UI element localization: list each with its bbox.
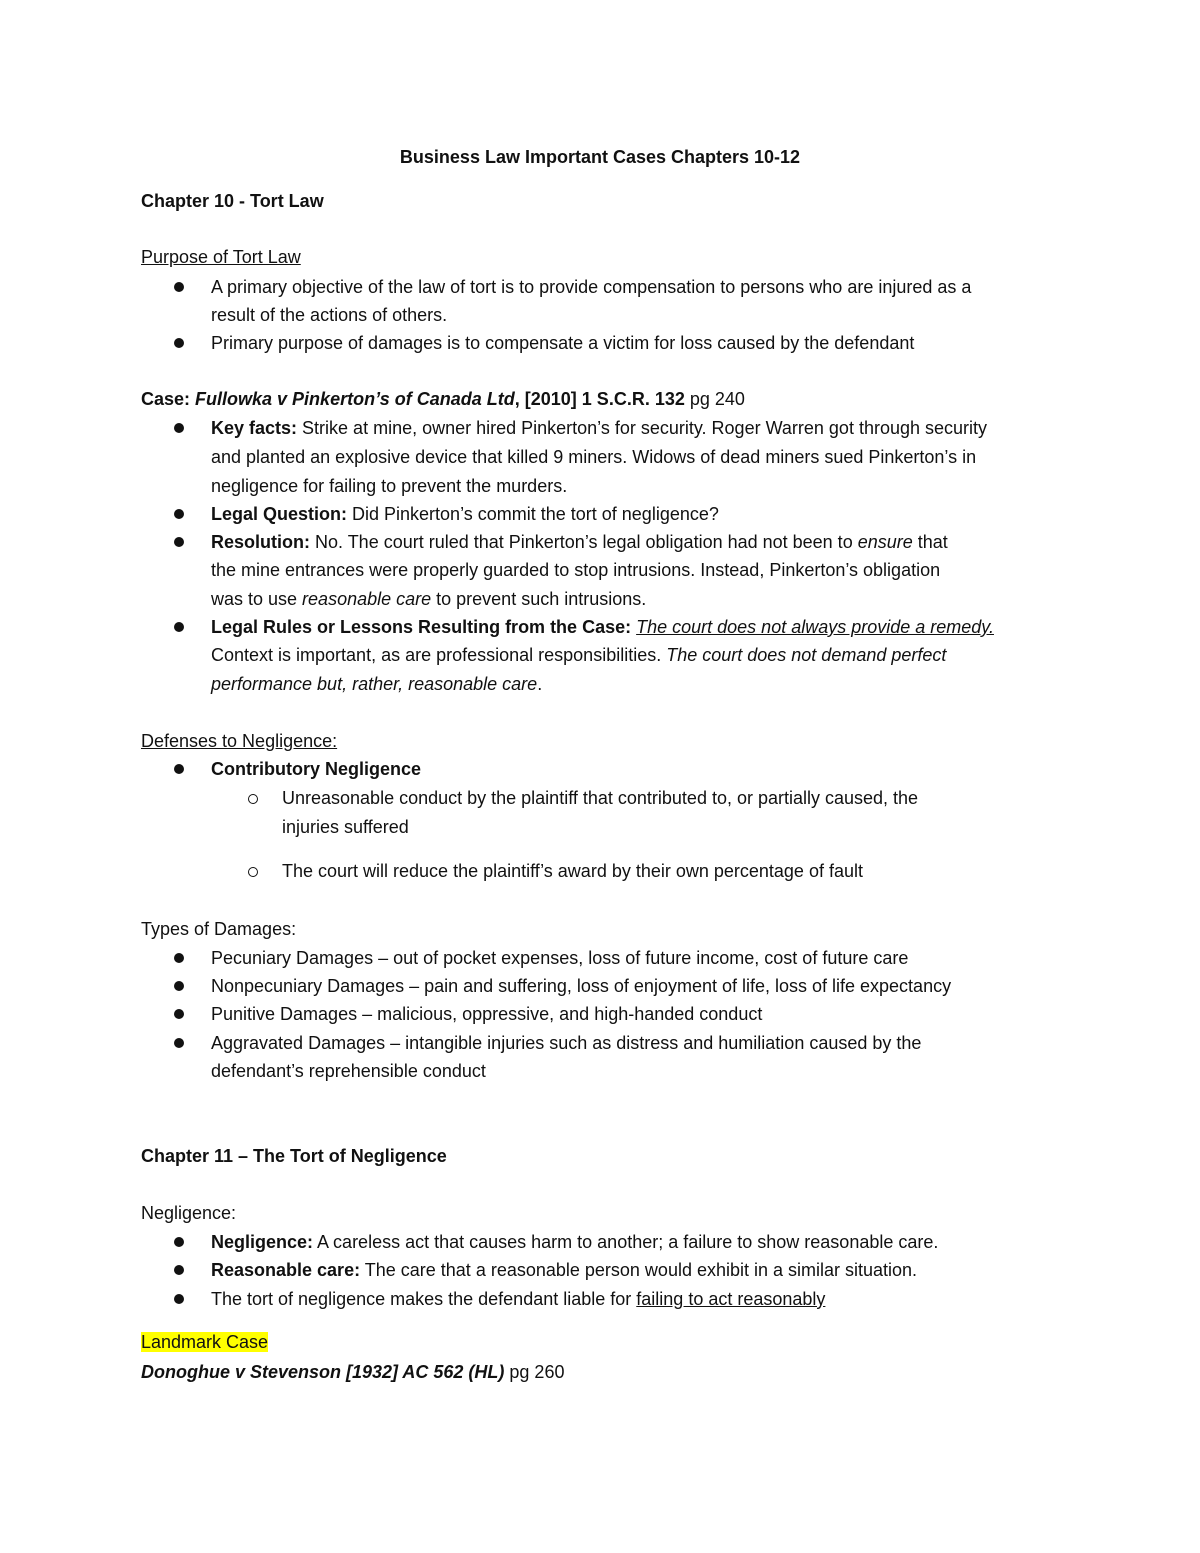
defense-sub-2: The court will reduce the plaintiff’s award by their own percentage of fault — [282, 861, 863, 881]
reasonable-care-label: Reasonable care: — [211, 1260, 361, 1280]
case-prefix: Case: — [141, 389, 196, 409]
negligence-liability — [211, 1287, 825, 1311]
damages-pecuniary: Pecuniary Damages – out of pocket expenses, loss of future income, cost of future care — [211, 948, 909, 968]
legal-rules-line-1 — [211, 615, 994, 639]
resolution-line-2: the mine entrances were properly guarded to stop intrusions. Instead, Pinkerton’s obligation — [211, 560, 941, 580]
bullet-icon — [174, 981, 184, 991]
resolution-line-1 — [211, 530, 948, 554]
defense-sub-1-line-2: injuries suffered — [282, 817, 409, 837]
resolution-text: No. The court ruled that Pinkerton’s legal obligation had not been to — [310, 532, 858, 552]
legal-rules-period: . — [537, 674, 543, 694]
case-page: pg 240 — [684, 389, 745, 409]
chapter-10-heading: Chapter 10 - Tort Law — [141, 191, 324, 211]
chapter-11-heading: Chapter 11 – The Tort of Negligence — [141, 1146, 447, 1166]
purpose-bullet-1-line-1: A primary objective of the law of tort is to provide compensation to persons who are injured as a — [211, 277, 972, 297]
purpose-bullet-2: Primary purpose of damages is to compensate a victim for loss caused by the defendant — [211, 333, 915, 353]
legal-question-label: Legal Question: — [211, 504, 348, 524]
negligence-text: A careless act that causes harm to another; a failure to show reasonable care. — [313, 1232, 939, 1252]
legal-rules-line-3 — [211, 672, 542, 696]
key-facts-line-2: and planted an explosive device that killed 9 miners. Widows of dead miners sued Pinkerton’s in — [211, 447, 977, 467]
failing-to-act-reasonably: failing to act reasonably — [636, 1289, 826, 1309]
legal-rules-emphasis-end: performance but, rather, reasonable care — [211, 674, 538, 694]
purpose-heading: Purpose of Tort Law — [141, 247, 301, 267]
bullet-icon — [174, 282, 184, 292]
damages-aggravated-line-2: defendant’s reprehensible conduct — [211, 1061, 486, 1081]
key-facts-text: Strike at mine, owner hired Pinkerton’s for security. Roger Warren got through security — [297, 418, 988, 438]
bullet-icon — [174, 953, 184, 963]
bullet-icon — [174, 537, 184, 547]
bullet-icon — [174, 622, 184, 632]
defense-sub-1-line-1: Unreasonable conduct by the plaintiff that contributed to, or partially caused, the — [282, 788, 919, 808]
bullet-icon — [174, 1038, 184, 1048]
bullet-icon — [174, 338, 184, 348]
circle-bullet-icon — [248, 867, 258, 877]
resolution-line-3 — [211, 587, 646, 611]
legal-rules-label: Legal Rules or Lessons Resulting from the Case: — [211, 617, 632, 637]
legal-question — [211, 502, 719, 526]
circle-bullet-icon — [248, 794, 258, 804]
case-name: Fullowka v Pinkerton’s of Canada Ltd — [195, 389, 515, 409]
damages-heading: Types of Damages: — [141, 919, 297, 939]
defenses-heading: Defenses to Negligence: — [141, 731, 338, 751]
legal-rules-remedy: The court does not always provide a remedy. — [636, 617, 994, 637]
legal-rules-context: Context is important, as are professional responsibilities. — [211, 645, 667, 665]
donoghue-case-page: pg 260 — [504, 1362, 565, 1382]
legal-rules-line-2 — [211, 643, 946, 667]
negligence-label: Negligence: — [211, 1232, 314, 1252]
damages-nonpecuniary: Nonpecuniary Damages – pain and suffering, loss of enjoyment of life, loss of life expectancy — [211, 976, 952, 996]
legal-rules-emphasis: The court does not demand perfect — [666, 645, 947, 665]
resolution-line-3-end: to prevent such intrusions. — [431, 589, 647, 609]
donoghue-case — [141, 1360, 564, 1384]
key-facts-label: Key facts: — [211, 418, 298, 438]
bullet-icon — [174, 1237, 184, 1247]
resolution-text-end: that — [912, 532, 948, 552]
reasonable-care-definition — [211, 1258, 917, 1282]
reasonable-care-text: The care that a reasonable person would exhibit in a similar situation. — [360, 1260, 918, 1280]
legal-question-text: Did Pinkerton’s commit the tort of negligence? — [347, 504, 719, 524]
bullet-icon — [174, 764, 184, 774]
bullet-icon — [174, 1009, 184, 1019]
resolution-line-3-start: was to use — [211, 589, 303, 609]
resolution-emphasis: ensure — [857, 532, 913, 552]
liability-text: The tort of negligence makes the defendant liable for — [211, 1289, 637, 1309]
case-citation: , [2010] 1 S.C.R. 132 — [514, 389, 685, 409]
bullet-icon — [174, 423, 184, 433]
negligence-definition — [211, 1230, 938, 1254]
landmark-case-label — [141, 1330, 268, 1354]
bullet-icon — [174, 1294, 184, 1304]
case-heading — [141, 387, 745, 411]
resolution-label: Resolution: — [211, 532, 310, 552]
bullet-icon — [174, 1265, 184, 1275]
negligence-heading: Negligence: — [141, 1203, 237, 1223]
contributory-negligence: Contributory Negligence — [211, 759, 422, 779]
donoghue-case-name: Donoghue v Stevenson [1932] AC 562 (HL) — [141, 1362, 505, 1382]
bullet-icon — [174, 509, 184, 519]
key-facts-line-3: negligence for failing to prevent the murders. — [211, 476, 568, 496]
damages-aggravated-line-1: Aggravated Damages – intangible injuries such as distress and humiliation caused by the — [211, 1033, 922, 1053]
page-title: Business Law Important Cases Chapters 10-12 — [399, 147, 801, 167]
key-facts-line-1 — [211, 416, 987, 440]
purpose-bullet-1-line-2: result of the actions of others. — [211, 305, 448, 325]
damages-punitive: Punitive Damages – malicious, oppressive, and high-handed conduct — [211, 1004, 763, 1024]
landmark-highlight: Landmark Case — [141, 1332, 269, 1352]
reasonable-care-emphasis: reasonable care — [302, 589, 432, 609]
